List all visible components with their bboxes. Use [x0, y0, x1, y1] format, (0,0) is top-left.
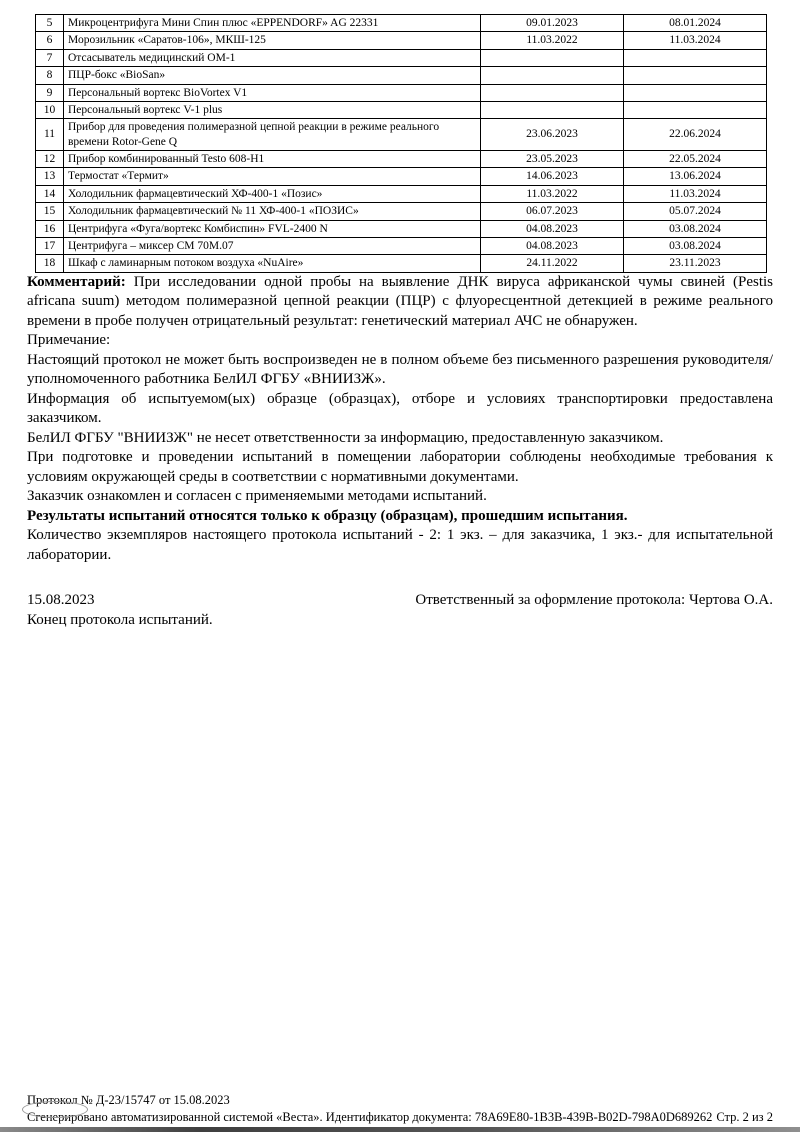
- table-row: [36, 237, 767, 254]
- commentary-paragraph: [27, 273, 773, 332]
- footer-protocol-line: Протокол № Д-23/15747 от 15.08.2023: [27, 1093, 230, 1107]
- signoff-section: [27, 565, 773, 630]
- verification-date-cell: 14.06.2023: [481, 168, 624, 185]
- valid-until-date-cell: 05.07.2024: [624, 203, 767, 220]
- row-number-cell: 10: [36, 101, 64, 118]
- equipment-name-cell: Шкаф с ламинарным потоком воздуха «NuAire»: [64, 255, 481, 272]
- valid-until-date-cell: 08.01.2024: [624, 15, 767, 32]
- table-row: [36, 49, 767, 66]
- row-number-cell: 11: [36, 119, 64, 151]
- signoff-date: 15.08.2023: [27, 592, 95, 609]
- equipment-name-cell: Персональный вортекс V-1 plus: [64, 101, 481, 118]
- equipment-name-cell: Холодильник фармацевтический № 11 ХФ-400-1 «ПОЗИС»: [64, 203, 481, 220]
- commentary-section: [27, 273, 773, 332]
- equipment-name-cell: Прибор для проведения полимеразной цепной реакции в режиме реального времени Rotor-Gene Q: [64, 119, 481, 151]
- valid-until-date-cell: [624, 49, 767, 66]
- equipment-name-cell: Прибор комбинированный Testo 608-Н1: [64, 151, 481, 168]
- valid-until-date-cell: [624, 84, 767, 101]
- table-row: [36, 119, 767, 151]
- valid-until-date-cell: [624, 101, 767, 118]
- notes-section: [27, 331, 773, 565]
- table-row: [36, 15, 767, 32]
- note-paragraph: БелИЛ ФГБУ "ВНИИЗЖ" не несет ответственности за информацию, предоставленную заказчиком.: [27, 429, 664, 446]
- row-number-cell: 13: [36, 168, 64, 185]
- row-number-cell: 16: [36, 220, 64, 237]
- row-number-cell: 14: [36, 185, 64, 202]
- equipment-name-cell: ПЦР-бокс «BioSan»: [64, 67, 481, 84]
- table-row: [36, 151, 767, 168]
- table-row: [36, 203, 767, 220]
- equipment-name-cell: Центрифуга «Фуга/вортекс Комбиспин» FVL-2400 N: [64, 220, 481, 237]
- notes-list: [27, 351, 773, 566]
- note-paragraph: Результаты испытаний относятся только к образцу (образцам), прошедшим испытания.: [27, 507, 628, 524]
- row-number-cell: 15: [36, 203, 64, 220]
- row-number-cell: 9: [36, 84, 64, 101]
- row-number-cell: 17: [36, 237, 64, 254]
- verification-date-cell: [481, 49, 624, 66]
- verification-date-cell: 04.08.2023: [481, 220, 624, 237]
- row-number-cell: 18: [36, 255, 64, 272]
- table-row: [36, 84, 767, 101]
- valid-until-date-cell: 11.03.2024: [624, 185, 767, 202]
- equipment-name-cell: Морозильник «Саратов-106», МКШ-125: [64, 32, 481, 49]
- valid-until-date-cell: 22.06.2024: [624, 119, 767, 151]
- equipment-name-cell: Термостат «Термит»: [64, 168, 481, 185]
- verification-date-cell: 06.07.2023: [481, 203, 624, 220]
- page-footer: [27, 1092, 773, 1126]
- valid-until-date-cell: 23.11.2023: [624, 255, 767, 272]
- row-number-cell: 12: [36, 151, 64, 168]
- note-paragraph: Количество экземпляров настоящего протокола испытаний - 2: 1 экз. – для заказчика, 1 экз.- для испытательной лаборатории.: [27, 527, 773, 563]
- verification-date-cell: [481, 67, 624, 84]
- note-paragraph: Настоящий протокол не может быть воспроизведен не в полном объеме без письменного разрешения руководителя/уполномоченного работника БелИЛ ФГБУ «ВНИИЗЖ».: [27, 351, 773, 388]
- commentary-label: Комментарий:: [27, 273, 126, 290]
- table-row: [36, 32, 767, 49]
- valid-until-date-cell: 22.05.2024: [624, 151, 767, 168]
- page-bottom-edge: [0, 1127, 800, 1132]
- verification-date-cell: 23.05.2023: [481, 151, 624, 168]
- signoff-row: [27, 591, 773, 611]
- valid-until-date-cell: 03.08.2024: [624, 220, 767, 237]
- row-number-cell: 7: [36, 49, 64, 66]
- table-row: [36, 67, 767, 84]
- equipment-name-cell: Холодильник фармацевтический ХФ-400-1 «Позис»: [64, 185, 481, 202]
- valid-until-date-cell: 03.08.2024: [624, 237, 767, 254]
- equipment-name-cell: Центрифуга – миксер СМ 70М.07: [64, 237, 481, 254]
- valid-until-date-cell: 11.03.2024: [624, 32, 767, 49]
- commentary-text: При исследовании одной пробы на выявление ДНК вируса африканской чумы свиней (Pestis africana suum) методом полимеразной цепной реакции (ПЦР) с флуоресцентной детекцией в режиме реального времени в пробе получен отрицательный результат: генетический материал АЧС не обнаружен.: [27, 273, 773, 329]
- table-row: [36, 168, 767, 185]
- end-of-protocol-line: Конец протокола испытаний.: [27, 611, 213, 628]
- equipment-name-cell: Персональный вортекс BioVortex V1: [64, 84, 481, 101]
- verification-date-cell: 23.06.2023: [481, 119, 624, 151]
- valid-until-date-cell: 13.06.2024: [624, 168, 767, 185]
- verification-date-cell: [481, 101, 624, 118]
- note-paragraph: Заказчик ознакомлен и согласен с применяемыми методами испытаний.: [27, 488, 487, 505]
- verification-date-cell: 09.01.2023: [481, 15, 624, 32]
- row-number-cell: 6: [36, 32, 64, 49]
- equipment-table: [35, 14, 767, 273]
- verification-date-cell: 24.11.2022: [481, 255, 624, 272]
- verification-date-cell: [481, 84, 624, 101]
- footer-generated-row: [27, 1109, 773, 1126]
- signoff-responsible: Ответственный за оформление протокола: Чертова О.А.: [415, 592, 773, 609]
- table-row: [36, 185, 767, 202]
- note-paragraph: Информация об испытуемом(ых) образце (образцах), отборе и условиях транспортировки предоставлена заказчиком.: [27, 390, 773, 427]
- equipment-table-body: [36, 15, 767, 273]
- footer-page-number: Стр. 2 из 2: [716, 1110, 773, 1124]
- row-number-cell: 5: [36, 15, 64, 32]
- footer-generated-line: Сгенерировано автоматизированной системой «Веста». Идентификатор документа: 78A69E80-1B3B-439B-B02D-798A0D689262: [27, 1110, 713, 1124]
- valid-until-date-cell: [624, 67, 767, 84]
- verification-date-cell: 11.03.2022: [481, 185, 624, 202]
- table-row: [36, 220, 767, 237]
- note-paragraph: При подготовке и проведении испытаний в помещении лаборатории соблюдены необходимые требования к условиям окружающей среды в соответствии с нормативными документами.: [27, 449, 773, 485]
- table-row: [36, 255, 767, 272]
- table-row: [36, 101, 767, 118]
- verification-date-cell: 11.03.2022: [481, 32, 624, 49]
- row-number-cell: 8: [36, 67, 64, 84]
- equipment-name-cell: Микроцентрифуга Мини Спин плюс «EPPENDORF» AG 22331: [64, 15, 481, 32]
- equipment-name-cell: Отсасыватель медицинский ОМ-1: [64, 49, 481, 66]
- verification-date-cell: 04.08.2023: [481, 237, 624, 254]
- notes-title: Примечание:: [27, 332, 111, 349]
